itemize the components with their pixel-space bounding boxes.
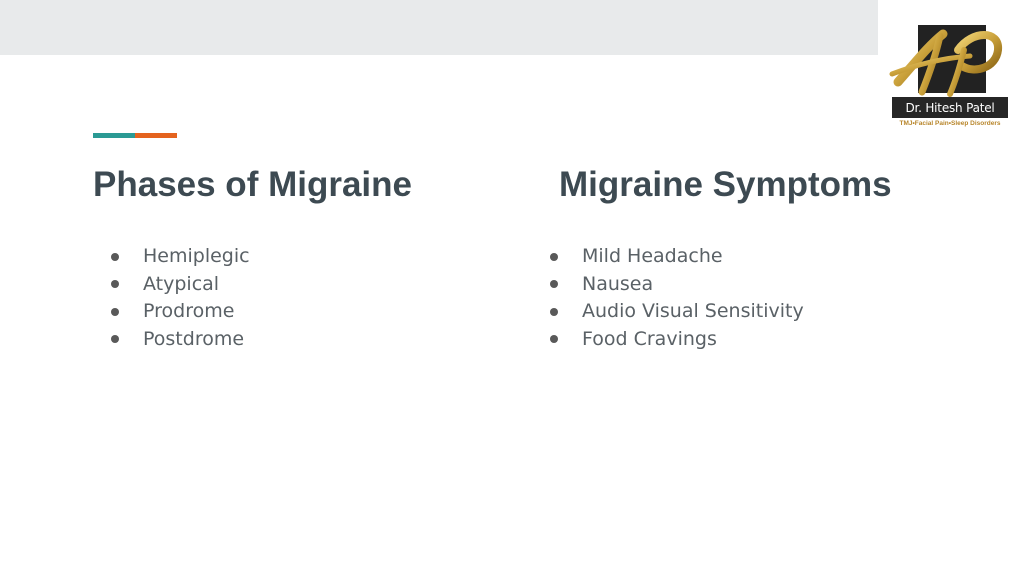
phases-list <box>108 243 250 353</box>
list-item-label: Food Cravings <box>582 327 717 350</box>
list-item-label: Prodrome <box>143 300 235 322</box>
list-item <box>108 298 250 326</box>
list-item-label: Hemiplegic <box>143 245 250 267</box>
list-item <box>547 243 804 271</box>
list-item <box>108 271 250 299</box>
list-item <box>547 326 804 354</box>
accent-line-orange <box>135 133 177 138</box>
bullet-icon <box>550 308 558 316</box>
bullet-icon <box>111 280 119 288</box>
bullet-icon <box>111 335 119 343</box>
logo-tagline: TMJ•Facial Pain•Sleep Disorders <box>899 120 1001 127</box>
logo <box>888 20 1010 132</box>
logo-name: Dr. Hitesh Patel <box>905 100 995 115</box>
accent-line-teal <box>93 133 135 138</box>
list-item <box>108 243 250 271</box>
list-item <box>108 326 250 354</box>
logo-name-plate <box>892 97 1008 118</box>
bullet-icon <box>550 335 558 343</box>
list-item-label: Postdrome <box>143 327 245 350</box>
list-item <box>547 271 804 299</box>
list-item-label: Mild Headache <box>582 245 723 267</box>
list-item-label: Nausea <box>582 272 654 295</box>
list-item <box>547 298 804 326</box>
list-item-label: Atypical <box>143 272 220 295</box>
bullet-icon <box>111 308 119 316</box>
header-band <box>0 0 878 55</box>
symptoms-heading: Migraine Symptoms <box>559 165 892 204</box>
title-accent-line <box>93 133 177 138</box>
bullet-icon <box>550 280 558 288</box>
phases-heading: Phases of Migraine <box>93 165 412 204</box>
list-item-label: Audio Visual Sensitivity <box>582 300 804 322</box>
bullet-icon <box>111 253 119 261</box>
bullet-icon <box>550 253 558 261</box>
symptoms-list <box>547 243 804 353</box>
